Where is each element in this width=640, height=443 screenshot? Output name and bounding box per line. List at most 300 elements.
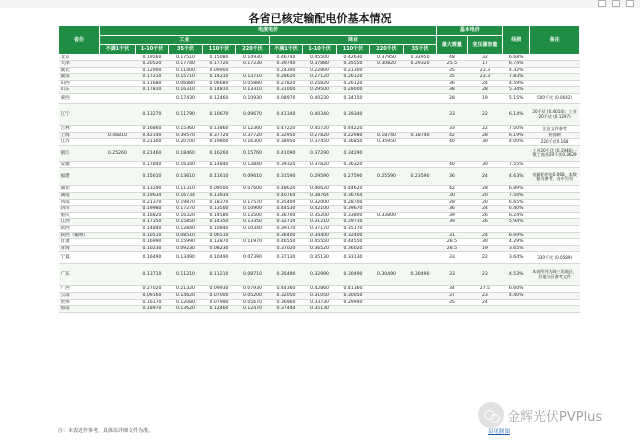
cell-c5 (403, 286, 437, 293)
cell-i2 (135, 94, 169, 104)
cell-i2: 0.16820 (135, 212, 169, 219)
cell-c5 (403, 74, 437, 81)
cell-bm (437, 145, 467, 161)
cell-i2: 0.18970 (135, 306, 169, 313)
cell-p: 甘肃 (59, 239, 100, 246)
cell-note (530, 61, 580, 68)
cell-bm: 37 (437, 292, 467, 299)
cell-bm: 33 (437, 264, 467, 286)
page-title: 各省已核定输配电价基本情况 (248, 12, 392, 25)
cell-bm: 42 (437, 186, 467, 193)
table-row (59, 193, 580, 200)
cell-c2: 0.33730 (303, 299, 337, 306)
cell-bm: 48 (437, 54, 467, 61)
cell-bm: 34 (437, 286, 467, 293)
cell-p: 山西 (59, 80, 100, 87)
cell-bm (437, 306, 467, 313)
cell-bm: 36 (437, 80, 467, 87)
cell-i1 (100, 54, 136, 61)
cell-i4: 0.09900 (202, 67, 236, 74)
table-row (59, 94, 580, 104)
price-table (58, 25, 580, 313)
cell-ll: 6.14% (503, 104, 530, 126)
table-row (59, 252, 580, 264)
cell-c5 (403, 104, 437, 126)
cell-note: 电解铝用电0.068，本数据为参考，各市另列 (530, 168, 580, 186)
cell-p: 冀北 (59, 67, 100, 74)
cell-c5: 0.30490 (403, 264, 437, 286)
cell-i2: 0.17350 (135, 219, 169, 226)
cell-i3: 0.16734 (169, 193, 203, 200)
cell-bt (467, 145, 503, 161)
table-body (59, 54, 580, 312)
cell-c4: 0.25590 (370, 168, 404, 186)
cell-i1 (100, 264, 136, 286)
cell-c4 (370, 193, 404, 200)
cell-bm: 33 (437, 126, 467, 133)
cell-i1 (100, 74, 136, 81)
cell-bt: 20 (467, 193, 503, 200)
cell-i1 (100, 252, 136, 264)
cell-c2: 0.37450 (303, 139, 337, 146)
cell-p: 吉林 (59, 126, 100, 133)
cell-i3: 0.12080 (169, 299, 203, 306)
cell-note (530, 286, 580, 293)
cell-bt: 23.3 (467, 67, 503, 74)
cell-c3: 0.36020 (336, 245, 370, 252)
cell-c2: 0.32990 (303, 264, 337, 286)
cell-c5 (403, 299, 437, 306)
cell-c1: 0.36400 (269, 232, 303, 239)
cell-bt: 22 (467, 252, 503, 264)
table-row (59, 168, 580, 186)
cell-bt: 23 (467, 264, 503, 286)
minimize-icon[interactable] (598, 0, 606, 7)
cell-c2: 0.34400 (303, 232, 337, 239)
cell-i2: 0.10230 (135, 245, 169, 252)
cell-i2: 0.21300 (135, 139, 169, 146)
cell-i4: 0.07000 (202, 292, 236, 299)
cell-c4: 0.33800 (370, 212, 404, 219)
cell-c4 (370, 306, 404, 313)
cell-bt: 26 (467, 212, 503, 219)
cell-bm: 33 (437, 104, 467, 126)
cell-ll: 4.00% (503, 139, 530, 146)
cell-c3: 0.44620 (336, 186, 370, 193)
cell-c4 (370, 80, 404, 87)
cell-c4 (370, 161, 404, 168)
cell-note (530, 87, 580, 94)
cell-c1: 0.31590 (269, 168, 303, 186)
table-row (59, 264, 580, 286)
wechat-logo-icon (478, 402, 504, 428)
cell-i2: 0.11680 (135, 80, 169, 87)
cell-note (530, 239, 580, 246)
cell-note: 本表所列为珠三角地区，其他分区参考文件 (530, 264, 580, 286)
cell-i3: 0.16310 (169, 87, 203, 94)
cell-c5 (403, 212, 437, 219)
cell-c1: 0.37020 (269, 245, 303, 252)
cell-i2: 0.13270 (135, 104, 169, 126)
cell-bt: 28 (467, 186, 503, 193)
cell-c2: 0.37820 (303, 161, 337, 168)
cell-i2: 0.17840 (135, 161, 169, 168)
cell-p: 江苏 (59, 139, 100, 146)
cell-c1: 0.32950 (269, 132, 303, 139)
cell-i3: 0.39570 (169, 132, 203, 139)
cell-bt: 30 (467, 239, 503, 246)
cell-c5 (403, 239, 437, 246)
cell-bt: 19 (467, 245, 503, 252)
cell-i5: 0.37720 (236, 132, 270, 139)
cell-i4: 0.18370 (202, 199, 236, 206)
cell-i4: 0.11610 (202, 168, 236, 186)
cell-c1: 0.41340 (269, 104, 303, 126)
close-icon[interactable] (626, 0, 634, 7)
cell-c5 (403, 292, 437, 299)
cell-p: 上海 (59, 132, 100, 139)
cell-c1: 0.37130 (269, 252, 303, 264)
cell-i2: 0.16860 (135, 126, 169, 133)
cell-ll: 6.68% (503, 54, 530, 61)
source-link[interactable]: 县见制图 (488, 429, 511, 435)
cell-c4 (370, 252, 404, 264)
cell-i3: 0.06880 (169, 80, 203, 87)
cell-c1: 0.24300 (269, 67, 303, 74)
cell-i4: 0.17720 (202, 61, 236, 68)
maximize-icon[interactable] (612, 0, 620, 7)
cell-c5 (403, 252, 437, 264)
cell-c2: 0.32000 (303, 199, 337, 206)
cell-i4: 0.09500 (202, 186, 236, 193)
cell-c5 (403, 87, 437, 94)
cell-note (530, 299, 580, 306)
cell-ll: 6.74% (503, 61, 530, 68)
cell-c5: 0.33950 (403, 54, 437, 61)
cell-i1: 0.25260 (100, 145, 136, 161)
cell-p: 海南 (59, 306, 100, 313)
cell-note (530, 292, 580, 299)
cell-c2: 0.35200 (303, 212, 337, 219)
cell-note: 工业20千伏 (0.1946)一般工商业20千伏0.3629 (530, 145, 580, 161)
cell-bt: 24 (467, 299, 503, 306)
cell-ll: 6.24% (503, 212, 530, 219)
cell-bm: 28.5 (437, 245, 467, 252)
cell-c5 (403, 306, 437, 313)
cell-c1: 0.35400 (269, 199, 303, 206)
cell-ll: 5.34% (503, 87, 530, 94)
cell-bt: 23.3 (467, 74, 503, 81)
cell-i1 (100, 61, 136, 68)
cell-i4: 0.06510 (202, 232, 236, 239)
cell-note: 注意文件参考 (530, 126, 580, 133)
table-row (59, 87, 580, 94)
col-header-com-110: 110千伏 (336, 45, 370, 55)
table-row (59, 245, 580, 252)
cell-note: 220千伏0.168 (530, 139, 580, 146)
cell-ll: 7.50% (503, 126, 530, 133)
cell-note (530, 212, 580, 219)
cell-i2: 0.09160 (135, 292, 169, 299)
cell-i5: 0.13840 (236, 161, 270, 168)
cell-bt: 22 (467, 104, 503, 126)
cell-c3: 0.21300 (336, 67, 370, 74)
cell-i3: 0.16320 (169, 212, 203, 219)
col-header-line-loss: 线损 (503, 26, 530, 55)
cell-i2: 0.13710 (135, 264, 169, 286)
cell-c5 (403, 161, 437, 168)
cell-i5: 0.09670 (236, 104, 270, 126)
cell-c1: 0.32710 (269, 219, 303, 226)
table-row (59, 186, 580, 193)
cell-bm: 39 (437, 219, 467, 226)
cell-p: 冀南 (59, 74, 100, 81)
cell-c3: 0.29710 (336, 219, 370, 226)
cell-c2: 0.31210 (303, 219, 337, 226)
col-header-industrial: 工业 (100, 35, 270, 45)
cell-c2: 0.22800 (303, 67, 337, 74)
cell-i3: 0.11790 (169, 104, 203, 126)
cell-ll: 7.50% (503, 193, 530, 200)
cell-i4: 0.13934 (202, 193, 236, 200)
cell-c5: 0.23590 (403, 168, 437, 186)
cell-c3: 0.30050 (336, 292, 370, 299)
col-header-transformer: 变压器容量 (467, 35, 503, 54)
cell-i5: 0.13310 (236, 87, 270, 94)
cell-i5: 0.15760 (236, 145, 270, 161)
cell-i1 (100, 245, 136, 252)
cell-i1 (100, 286, 136, 293)
cell-p: 浙江 (59, 145, 100, 161)
cell-bm: 25.5 (437, 61, 467, 68)
cell-p: 蒙西 (59, 94, 100, 104)
cell-i1 (100, 199, 136, 206)
cell-i2: 0.14840 (135, 226, 169, 233)
cell-c5 (403, 245, 437, 252)
footnote: 注：本表近作参考，具体以详细文件为准。 (58, 428, 154, 434)
cell-bm: 35 (437, 74, 467, 81)
table-row (59, 306, 580, 313)
cell-c1: 0.46740 (269, 54, 303, 61)
cell-i4: 0.12460 (202, 306, 236, 313)
cell-p: 湖南 (59, 193, 100, 200)
cell-c4 (370, 219, 404, 226)
cell-c3: 0.29940 (336, 299, 370, 306)
cell-c2: 0.45550 (303, 239, 337, 246)
table-row (59, 104, 580, 126)
cell-ll: 6.89% (503, 186, 530, 193)
cell-c4 (370, 232, 404, 239)
cell-ll: 7.83% (503, 74, 530, 81)
cell-i2: 0.16990 (135, 239, 169, 246)
cell-c2: 0.40340 (303, 104, 337, 126)
cell-i1 (100, 168, 136, 186)
cell-p: 北京 (59, 54, 100, 61)
cell-i4: 0.12460 (202, 94, 236, 104)
cell-i3: 0.11310 (169, 186, 203, 193)
col-header-ind-lt1: 不满1千伏 (100, 45, 136, 55)
cell-p: 云南 (59, 292, 100, 299)
cell-i3: 0.17510 (169, 54, 203, 61)
cell-c2: 0.45720 (303, 126, 337, 133)
cell-c1: 0.39740 (269, 61, 303, 68)
col-header-elec-price: 电度电价 (100, 26, 437, 36)
cell-i1 (100, 306, 136, 313)
cell-i1 (100, 87, 136, 94)
cell-bm: 39 (437, 212, 467, 219)
cell-i5: 0.12470 (236, 306, 270, 313)
cell-bt: 30 (467, 139, 503, 146)
cell-p: 辽宁 (59, 104, 100, 126)
cell-ll (503, 145, 530, 161)
cell-bm: 28.5 (437, 239, 467, 246)
cell-p: 湖北 (59, 186, 100, 193)
cell-bt: 28 (467, 87, 503, 94)
col-header-basic-price: 基本电价 (437, 26, 503, 36)
cell-c4: 0.30820 (370, 61, 404, 68)
cell-ll: 5.15% (503, 94, 530, 104)
cell-bt: 30 (467, 161, 503, 168)
cell-i5: 0.07930 (236, 286, 270, 293)
cell-i3: 0.15710 (169, 74, 203, 81)
cell-c5 (403, 80, 437, 87)
cell-ll: 6.69% (503, 232, 530, 239)
price-table-container (58, 25, 580, 430)
cell-c1: 0.47220 (269, 126, 303, 133)
cell-i5: 0.10900 (236, 206, 270, 213)
table-row (59, 161, 580, 168)
cell-c1: 0.44530 (269, 206, 303, 213)
col-header-ind-35: 35千伏 (169, 45, 203, 55)
cell-p: 四川 (59, 206, 100, 213)
cell-i4: 0.16260 (202, 145, 236, 161)
cell-c1: 0.36960 (269, 299, 303, 306)
cell-i3: 0.17430 (169, 94, 203, 104)
cell-c4 (370, 292, 404, 299)
cell-c2: 0.42860 (303, 286, 337, 293)
cell-c4 (370, 94, 404, 104)
cell-c5 (403, 126, 437, 133)
cell-bm: 35 (437, 67, 467, 74)
cell-c2: 0.25820 (303, 80, 337, 87)
cell-i1 (100, 219, 136, 226)
cell-c4 (370, 226, 404, 233)
cell-bt (467, 306, 503, 313)
cell-i1 (100, 139, 136, 146)
cell-c3: 0.42630 (336, 54, 370, 61)
cell-c2: 0.37170 (303, 226, 337, 233)
cell-c1: 0.44360 (269, 286, 303, 293)
table-row (59, 206, 580, 213)
cell-i4: 0.14210 (202, 74, 236, 81)
cell-i4: 0.19800 (202, 139, 236, 146)
cell-c3: 0.44220 (336, 126, 370, 133)
cell-c4 (370, 299, 404, 306)
table-row (59, 212, 580, 219)
cell-i3: 0.09230 (169, 245, 203, 252)
cell-i1 (100, 206, 136, 213)
cell-i2: 0.19634 (135, 193, 169, 200)
cell-i4: 0.06680 (202, 80, 236, 87)
cell-i1: 0.46810 (100, 132, 136, 139)
cell-c2: 0.29500 (303, 87, 337, 94)
cell-c3: 0.36850 (336, 139, 370, 146)
col-header-com-extra: 35千伏 (403, 45, 437, 55)
col-header-com-220: 220千伏 (370, 45, 404, 55)
cell-i4: 0.15080 (202, 54, 236, 61)
cell-c3: 0.28700 (336, 199, 370, 206)
cell-i1 (100, 193, 136, 200)
cell-i5: 0.05200 (236, 292, 270, 299)
cell-i3: 0.15990 (169, 239, 203, 246)
table-row (59, 80, 580, 87)
col-header-ind-220: 220千伏 (236, 45, 270, 55)
cell-i4: 0.09930 (202, 286, 236, 293)
cell-c5 (403, 193, 437, 200)
cell-c5 (403, 226, 437, 233)
cell-i5: 0.05670 (236, 299, 270, 306)
cell-c3: 0.33800 (336, 212, 370, 219)
col-header-remark: 备注 (530, 26, 580, 55)
cell-bt: 27.5 (467, 286, 503, 293)
cell-p: 贵州 (59, 299, 100, 306)
cell-note (530, 206, 580, 213)
cell-i1 (100, 104, 136, 126)
cell-c2: 0.46620 (303, 186, 337, 193)
cell-note (530, 161, 580, 168)
cell-note (530, 199, 580, 206)
cell-i2: 0.17810 (135, 87, 169, 94)
cell-c4: 0.35950 (370, 139, 404, 146)
cell-i2: 0.21460 (135, 145, 169, 161)
cell-i3: 0.11400 (169, 67, 203, 74)
cell-i3: 0.11210 (169, 264, 203, 286)
cell-p: 福建 (59, 168, 100, 186)
cell-c4: 0.18740 (370, 132, 404, 139)
cell-i4: 0.10490 (202, 252, 236, 264)
cell-i1 (100, 226, 136, 233)
cell-i3: 0.14620 (169, 292, 203, 299)
cell-i4: 0.13500 (202, 206, 236, 213)
cell-i3: 0.21320 (169, 286, 203, 293)
cell-i3: 0.17740 (169, 61, 203, 68)
cell-i2: 0.19560 (135, 54, 169, 61)
cell-c3: 0.34150 (336, 94, 370, 104)
cell-i2: 0.10510 (135, 232, 169, 239)
table-row (59, 67, 580, 74)
cell-note (530, 54, 580, 61)
cell-i3: 0.19870 (169, 199, 203, 206)
cell-i2: 0.19980 (135, 206, 169, 213)
cell-i4: 0.14840 (202, 161, 236, 168)
cell-p: 天津 (59, 61, 100, 68)
cell-note (530, 219, 580, 226)
cell-c2: 0.40230 (303, 94, 337, 104)
table-row (59, 61, 580, 68)
cell-i4: 0.10840 (202, 226, 236, 233)
cell-i4: 0.11210 (202, 264, 236, 286)
cell-bt: 20 (467, 199, 503, 206)
cell-note: 20千伏 (0.4014)；工业20千伏 (0.1297) (530, 104, 580, 126)
cell-ll (503, 306, 530, 313)
cell-i5: 0.12360 (236, 126, 270, 133)
cell-i3: 0.17270 (169, 206, 203, 213)
cell-c4: 0.30490 (370, 264, 404, 286)
cell-c5 (403, 139, 437, 146)
cell-ll: 4.40% (503, 292, 530, 299)
cell-p: 江西 (59, 219, 100, 226)
cell-p: 陕西 (59, 226, 100, 233)
